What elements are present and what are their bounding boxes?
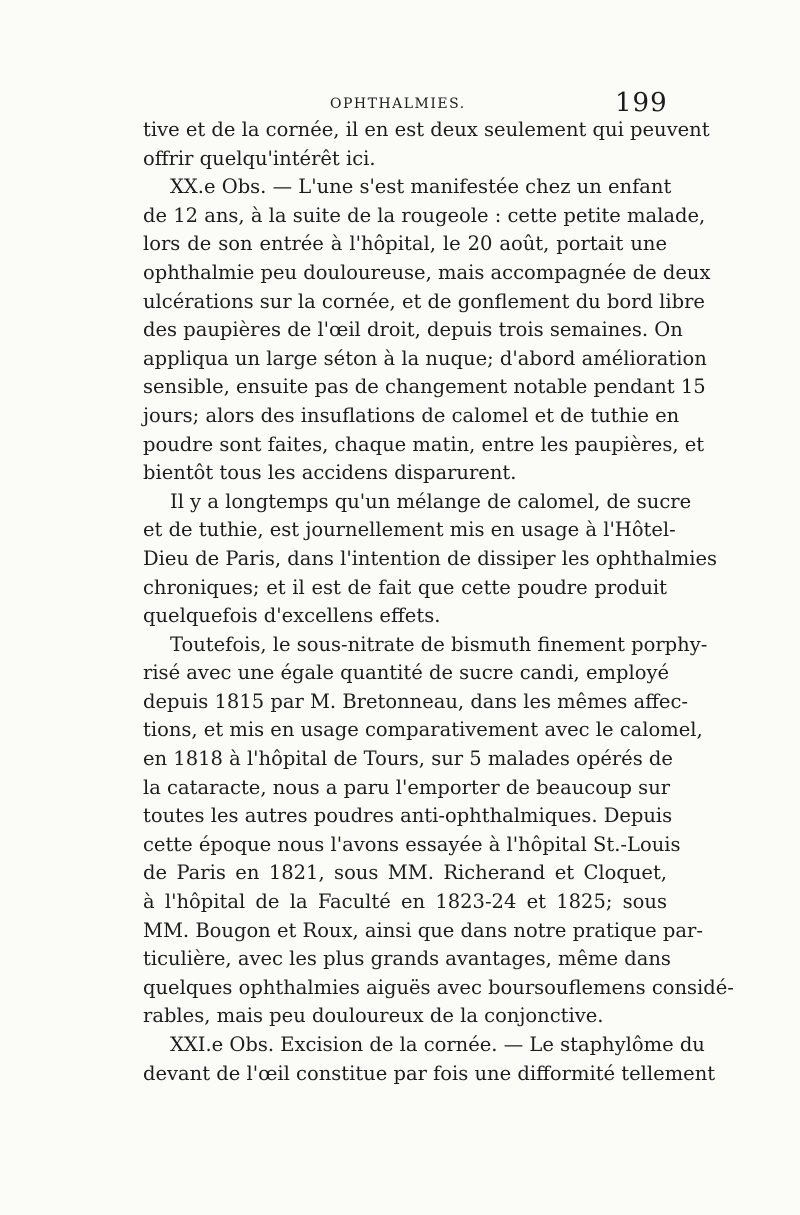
text-line: des paupières de l'œil droit, depuis trois semaines. On [143, 318, 683, 342]
text-line: tive et de la cornée, il en est deux seulement qui peuvent [143, 118, 710, 141]
text-line: et de tuthie, est journellement mis en usage à l'Hôtel- [143, 518, 676, 542]
text-line: appliqua un large séton à la nuque; d'abord amélioration [143, 346, 707, 370]
text-line: ulcérations sur la cornée, et de gonflement du bord libre [143, 289, 705, 313]
text-line: depuis 1815 par M. Bretonneau, dans les mêmes affec- [143, 689, 688, 713]
text-line: ticulière, avec les plus grands avantages, même dans [143, 947, 671, 971]
text-line: jours; alors des insuflations de calomel et de tuthie en [143, 403, 680, 427]
text-line: ophthalmie peu douloureuse, mais accompagnée de deux [143, 260, 711, 284]
text-line: chroniques; et il est de fait que cette poudre produit [143, 575, 667, 599]
text-line: XX.e Obs. — L'une s'est manifestée chez un enfant [170, 175, 672, 199]
text-line: Toutefois, le sous-nitrate de bismuth finement porphy- [170, 632, 708, 656]
text-line: Dieu de Paris, dans l'intention de dissiper les ophthalmies [143, 546, 718, 570]
text-line: risé avec une égale quantité de sucre candi, employé [143, 661, 669, 685]
text-line: poudre sont faites, chaque matin, entre les paupières, et [143, 432, 705, 456]
text-line: rables, mais peu douloureux de la conjonctive. [143, 1004, 604, 1028]
running-title: OPHTHALMIES. [330, 96, 466, 112]
text-line: bientôt tous les accidens disparurent. [143, 461, 517, 485]
text-line: devant de l'œil constitue par fois une difformité tellement [143, 1061, 716, 1085]
text-line: la cataracte, nous a paru l'emporter de beaucoup sur [143, 775, 671, 799]
text-line: en 1818 à l'hôpital de Tours, sur 5 malades opérés de [143, 747, 673, 771]
text-line: XXI.e Obs. Excision de la cornée. — Le staphylôme du [170, 1033, 705, 1056]
text-line: quelques ophthalmies aiguës avec boursouflemens considé- [143, 975, 734, 999]
text-line: Il y a longtemps qu'un mélange de calomel, de sucre [170, 489, 692, 513]
text-line: offrir quelqu'intérêt ici. [143, 146, 376, 170]
page-number: 199 [615, 88, 668, 118]
text-line: MM. Bougon et Roux, ainsi que dans notre pratique par- [143, 918, 703, 942]
body-text [143, 116, 734, 1088]
text-line: sensible, ensuite pas de changement notable pendant 15 [143, 375, 706, 399]
text-line: à l'hôpital de la Faculté en 1823-24 et 1825; sous [143, 890, 667, 914]
text-line: de 12 ans, à la suite de la rougeole : cette petite malade, [143, 203, 706, 227]
text-line: toutes les autres poudres anti-ophthalmiques. Depuis [143, 804, 673, 828]
text-line: cette époque nous l'avons essayée à l'hôpital St.-Louis [143, 832, 681, 856]
text-line: lors de son entrée à l'hôpital, le 20 août, portait une [143, 232, 667, 256]
text-line: tions, et mis en usage comparativement avec le calomel, [143, 718, 703, 742]
text-line: de Paris en 1821, sous MM. Richerand et Cloquet, [143, 861, 667, 885]
text-line: quelquefois d'excellens effets. [143, 604, 441, 628]
